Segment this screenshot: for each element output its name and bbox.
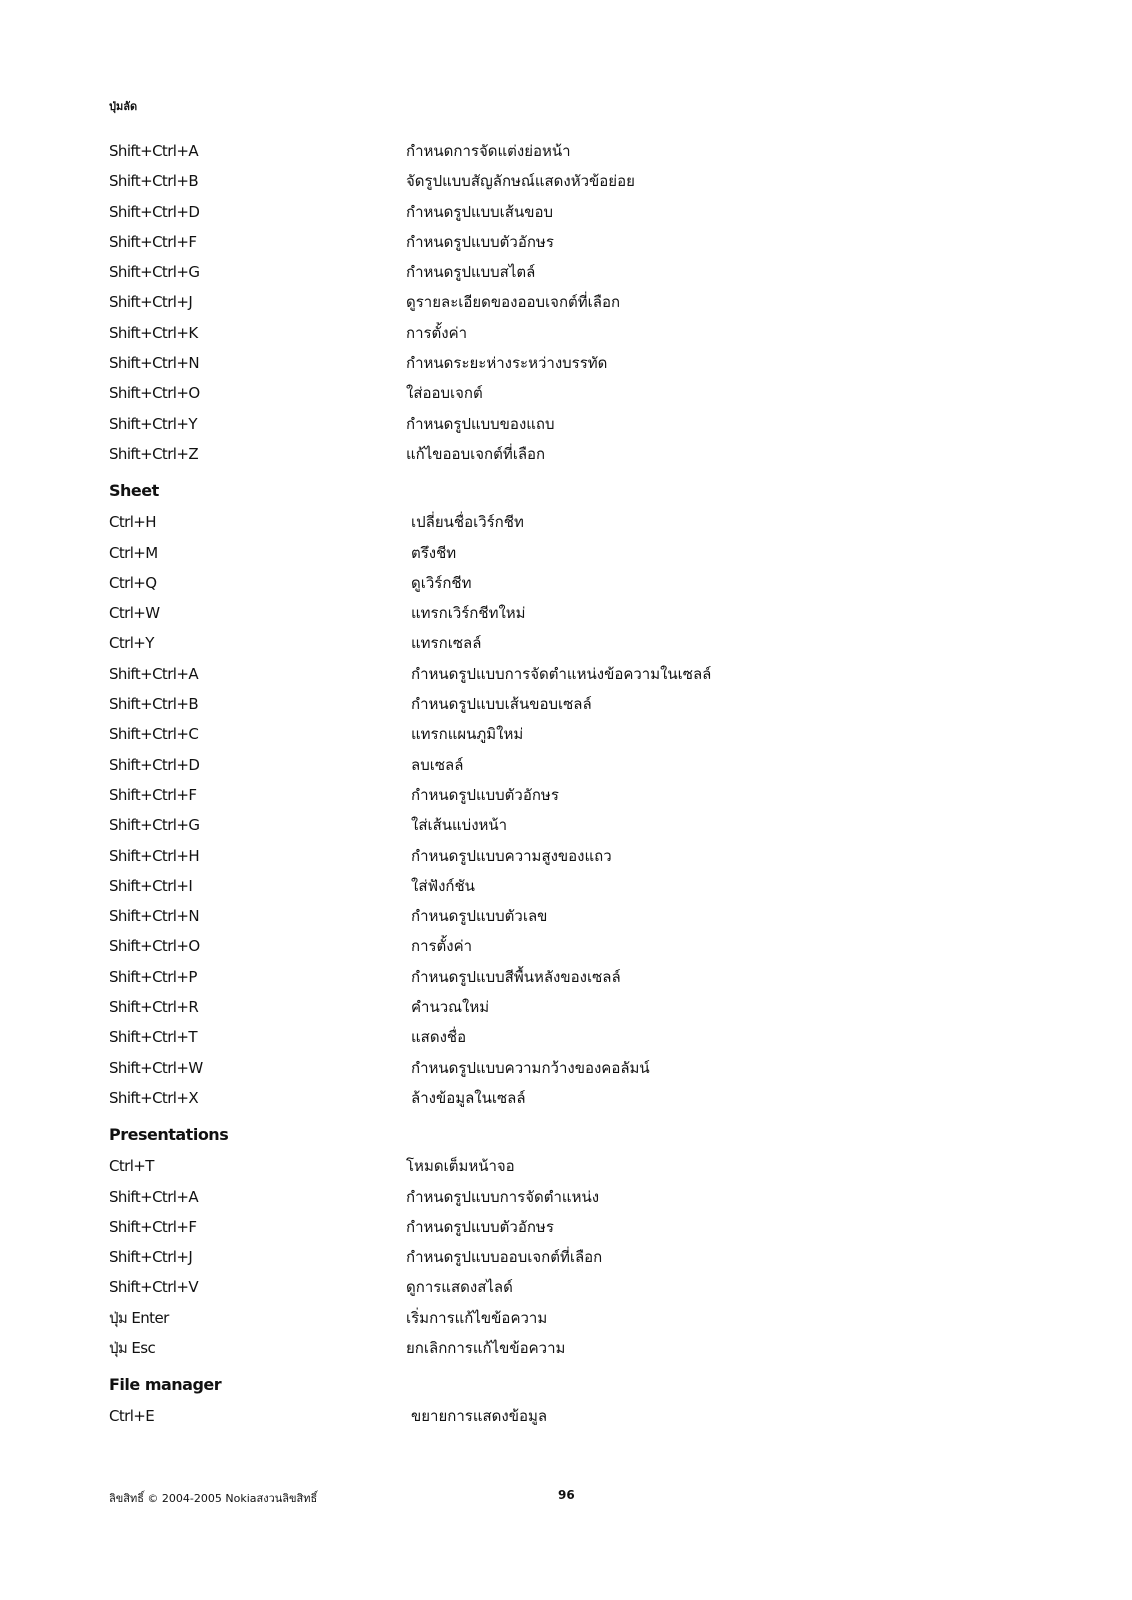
shortcut-description: กำหนดรูปแบบตัวอักษร	[406, 232, 554, 251]
shortcut-key: Shift+Ctrl+O	[109, 384, 200, 403]
shortcut-description: คำนวณใหม่	[411, 998, 490, 1017]
shortcut-list	[109, 136, 1009, 469]
shortcut-row	[109, 378, 1009, 408]
shortcut-key: Shift+Ctrl+Z	[109, 444, 198, 463]
shortcut-description: กำหนดรูปแบบเส้นขอบ	[406, 202, 553, 221]
shortcut-description: กำหนดรูปแบบการจัดตำแหน่ง	[406, 1187, 600, 1206]
shortcut-key: ปุ่ม Enter	[109, 1308, 169, 1327]
shortcut-key: Shift+Ctrl+D	[109, 755, 200, 774]
shortcut-row	[109, 1151, 1009, 1181]
shortcut-row	[109, 628, 1009, 658]
shortcut-key: Shift+Ctrl+I	[109, 876, 193, 895]
shortcut-key: Shift+Ctrl+W	[109, 1058, 203, 1077]
shortcut-description: ล้างข้อมูลในเซลล์	[411, 1088, 526, 1107]
shortcut-row	[109, 1401, 1009, 1431]
shortcut-description: ดูการแสดงสไลด์	[406, 1278, 513, 1297]
shortcut-row	[109, 659, 1009, 689]
section-title: File manager	[109, 1375, 222, 1395]
shortcut-key: Ctrl+H	[109, 513, 156, 532]
shortcut-row	[109, 841, 1009, 871]
shortcut-row	[109, 409, 1009, 439]
shortcut-row	[109, 136, 1009, 166]
shortcut-row	[109, 992, 1009, 1022]
shortcut-row	[109, 962, 1009, 992]
shortcut-row	[109, 1212, 1009, 1242]
section-presentations	[109, 1113, 1009, 1363]
shortcut-key: Shift+Ctrl+H	[109, 846, 199, 865]
shortcut-description: แสดงชื่อ	[411, 1028, 467, 1047]
shortcut-description: แก้ไขออบเจกต์ที่เลือก	[406, 444, 546, 463]
shortcut-key: Shift+Ctrl+P	[109, 967, 197, 986]
shortcut-row	[109, 348, 1009, 378]
shortcut-key: Ctrl+E	[109, 1407, 155, 1426]
shortcut-description: กำหนดรูปแบบตัวอักษร	[406, 1217, 554, 1236]
shortcut-description: กำหนดรูปแบบสไตล์	[406, 263, 536, 282]
shortcut-description: ลบเซลล์	[411, 755, 464, 774]
shortcut-description: แทรกเซลล์	[411, 634, 482, 653]
shortcut-description: เปลี่ยนชื่อเวิร์กชีท	[411, 513, 524, 532]
shortcut-description: แทรกเวิร์กชีทใหม่	[411, 604, 526, 623]
section-title: Presentations	[109, 1125, 229, 1145]
shortcut-description: กำหนดรูปแบบการจัดตำแหน่งข้อความในเซลล์	[411, 664, 712, 683]
shortcut-key: Ctrl+T	[109, 1157, 154, 1176]
shortcut-row	[109, 598, 1009, 628]
shortcut-row	[109, 1272, 1009, 1302]
shortcut-description: โหมดเต็มหน้าจอ	[406, 1157, 515, 1176]
shortcut-key: Shift+Ctrl+F	[109, 232, 197, 251]
shortcut-row	[109, 166, 1009, 196]
shortcut-key: Shift+Ctrl+K	[109, 323, 198, 342]
shortcut-key: Ctrl+W	[109, 604, 160, 623]
shortcut-content	[109, 136, 1009, 1432]
shortcut-description: แทรกแผนภูมิใหม่	[411, 725, 524, 744]
shortcut-key: Shift+Ctrl+F	[109, 785, 197, 804]
shortcut-key: ปุ่ม Esc	[109, 1338, 156, 1357]
footer-copyright: ลิขสิทธิ์ © 2004-2005 Nokiaสงวนลิขสิทธิ์	[109, 1492, 318, 1505]
shortcut-key: Shift+Ctrl+A	[109, 142, 198, 160]
shortcut-row	[109, 1333, 1009, 1363]
shortcut-row	[109, 538, 1009, 568]
shortcut-key: Shift+Ctrl+G	[109, 263, 200, 282]
shortcut-key: Shift+Ctrl+N	[109, 354, 199, 373]
shortcut-key: Shift+Ctrl+D	[109, 202, 200, 221]
shortcut-description: การตั้งค่า	[406, 323, 468, 342]
shortcut-key: Ctrl+M	[109, 543, 158, 562]
shortcut-key: Shift+Ctrl+X	[109, 1088, 198, 1107]
shortcut-key: Shift+Ctrl+A	[109, 664, 198, 683]
shortcut-key: Shift+Ctrl+R	[109, 998, 199, 1017]
shortcut-row	[109, 689, 1009, 719]
section-file-manager	[109, 1363, 1009, 1431]
shortcut-row	[109, 1303, 1009, 1333]
shortcut-row	[109, 227, 1009, 257]
section-sheet	[109, 469, 1009, 1113]
shortcut-row	[109, 1083, 1009, 1113]
shortcut-row	[109, 780, 1009, 810]
shortcut-key: Shift+Ctrl+C	[109, 725, 199, 744]
shortcut-key: Shift+Ctrl+V	[109, 1278, 198, 1297]
shortcut-description: ใส่เส้นแบ่งหน้า	[411, 816, 508, 835]
shortcut-list	[109, 1401, 1009, 1431]
shortcut-key: Shift+Ctrl+T	[109, 1028, 197, 1047]
shortcut-row	[109, 1182, 1009, 1212]
shortcut-list	[109, 507, 1009, 1113]
shortcut-row	[109, 871, 1009, 901]
page-number: 96	[558, 1488, 575, 1502]
shortcut-description: ใส่ออบเจกต์	[406, 384, 483, 403]
shortcut-description: กำหนดรูปแบบสีพื้นหลังของเซลล์	[411, 967, 621, 986]
section-title: Sheet	[109, 481, 159, 501]
shortcut-description: ตรึงชีท	[411, 543, 457, 562]
shortcut-row	[109, 1053, 1009, 1083]
shortcut-description: ใส่ฟังก์ชัน	[411, 876, 475, 895]
shortcut-description: กำหนดรูปแบบความกว้างของคอลัมน์	[411, 1058, 650, 1077]
shortcut-key: Shift+Ctrl+J	[109, 293, 193, 312]
shortcut-description: เริ่มการแก้ไขข้อความ	[406, 1308, 548, 1327]
shortcut-description: กำหนดระยะห่างระหว่างบรรทัด	[406, 354, 608, 373]
shortcut-description: กำหนดการจัดแต่งย่อหน้า	[406, 142, 571, 160]
shortcut-key: Shift+Ctrl+J	[109, 1248, 193, 1267]
shortcut-row	[109, 810, 1009, 840]
shortcut-row	[109, 901, 1009, 931]
shortcut-description: กำหนดรูปแบบเส้นขอบเซลล์	[411, 695, 592, 714]
shortcut-key: Shift+Ctrl+N	[109, 907, 199, 926]
shortcut-key: Ctrl+Q	[109, 573, 157, 592]
shortcut-row	[109, 750, 1009, 780]
shortcut-description: กำหนดรูปแบบออบเจกต์ที่เลือก	[406, 1248, 603, 1267]
shortcut-row	[109, 287, 1009, 317]
shortcut-description: จัดรูปแบบสัญลักษณ์แสดงหัวข้อย่อย	[406, 172, 635, 191]
shortcut-row	[109, 507, 1009, 537]
shortcut-key: Shift+Ctrl+F	[109, 1217, 197, 1236]
shortcut-row	[109, 1022, 1009, 1052]
shortcut-row	[109, 439, 1009, 469]
shortcut-key: Shift+Ctrl+Y	[109, 414, 197, 433]
shortcut-row	[109, 318, 1009, 348]
shortcut-key: Shift+Ctrl+O	[109, 937, 200, 956]
page-header: ปุ่มลัด	[109, 100, 138, 113]
section-general-shortcuts	[109, 136, 1009, 469]
shortcut-row	[109, 568, 1009, 598]
shortcut-key: Shift+Ctrl+A	[109, 1187, 198, 1206]
shortcut-key: Shift+Ctrl+B	[109, 172, 199, 191]
shortcut-key: Ctrl+Y	[109, 634, 154, 653]
shortcut-description: กำหนดรูปแบบของแถบ	[406, 414, 555, 433]
shortcut-key: Shift+Ctrl+G	[109, 816, 200, 835]
shortcut-description: กำหนดรูปแบบความสูงของแถว	[411, 846, 612, 865]
shortcut-key: Shift+Ctrl+B	[109, 695, 199, 714]
shortcut-description: กำหนดรูปแบบตัวเลข	[411, 907, 548, 926]
shortcut-description: ดูรายละเอียดของออบเจกต์ที่เลือก	[406, 293, 621, 312]
shortcut-row	[109, 257, 1009, 287]
shortcut-row	[109, 719, 1009, 749]
shortcut-description: ยกเลิกการแก้ไขข้อความ	[406, 1338, 566, 1357]
shortcut-description: ขยายการแสดงข้อมูล	[411, 1407, 548, 1426]
shortcut-description: ดูเวิร์กชีท	[411, 573, 472, 592]
shortcut-list	[109, 1151, 1009, 1363]
shortcut-row	[109, 1242, 1009, 1272]
shortcut-row	[109, 931, 1009, 961]
shortcut-row	[109, 197, 1009, 227]
shortcut-description: กำหนดรูปแบบตัวอักษร	[411, 785, 559, 804]
shortcut-description: การตั้งค่า	[411, 937, 473, 956]
